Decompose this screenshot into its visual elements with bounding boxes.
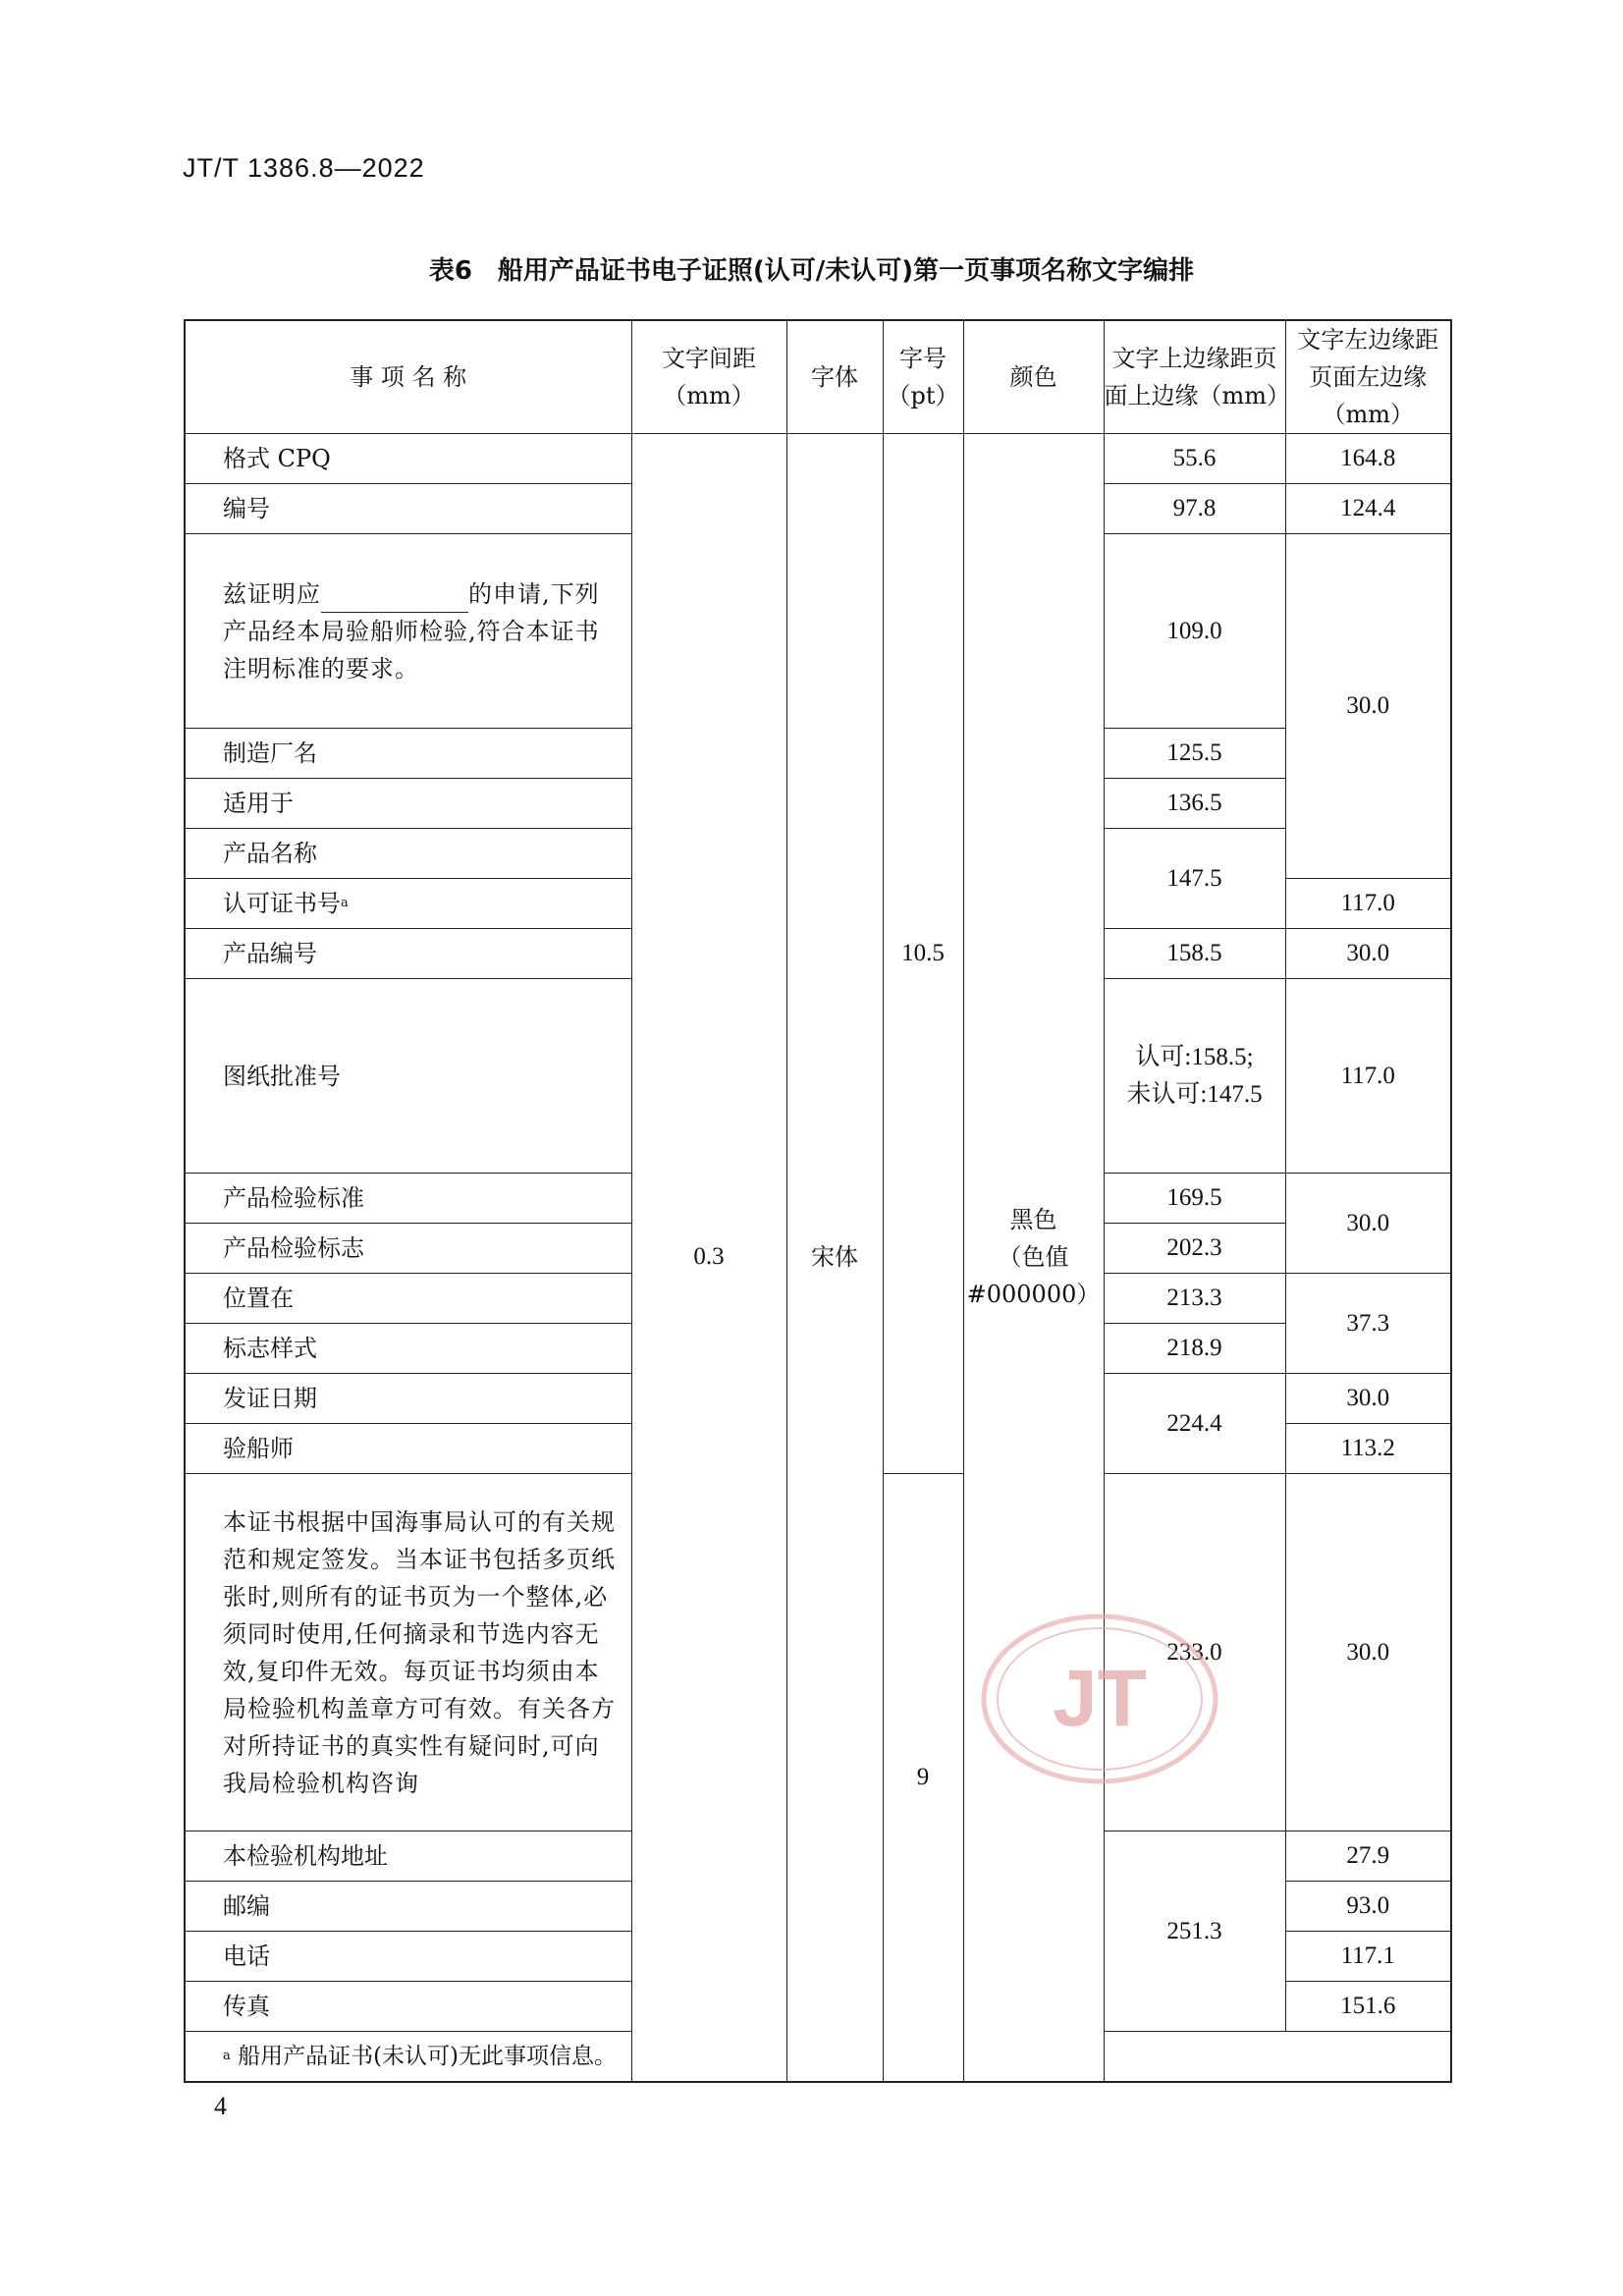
top-value: 109.0 bbox=[1104, 534, 1285, 729]
footnote-mark: a bbox=[341, 896, 349, 910]
item-name: 编号 bbox=[185, 484, 631, 534]
left-value: 151.6 bbox=[1285, 1982, 1451, 2032]
certify-text-a: 兹证明应 bbox=[223, 579, 321, 608]
top-value-line-1: 认可:158.5; bbox=[1135, 1043, 1254, 1070]
top-value: 158.5 bbox=[1104, 929, 1285, 979]
item-name: 发证日期 bbox=[185, 1374, 631, 1424]
header-font: 字体 bbox=[786, 320, 883, 434]
header-color: 颜色 bbox=[963, 320, 1104, 434]
left-value: 117.0 bbox=[1285, 979, 1451, 1174]
standard-code: JT/T 1386.8—2022 bbox=[183, 153, 425, 183]
size-value-b: 9 bbox=[883, 1474, 963, 2082]
color-line-2: （色值 bbox=[998, 1243, 1069, 1272]
top-value: 218.9 bbox=[1104, 1324, 1285, 1374]
top-value: 125.5 bbox=[1104, 729, 1285, 779]
left-value: 30.0 bbox=[1285, 1174, 1451, 1274]
left-value: 37.3 bbox=[1285, 1274, 1451, 1374]
top-value: 169.5 bbox=[1104, 1174, 1285, 1224]
top-value: 97.8 bbox=[1104, 484, 1285, 534]
left-value: 30.0 bbox=[1285, 1374, 1451, 1424]
top-value: 202.3 bbox=[1104, 1224, 1285, 1274]
top-value: 147.5 bbox=[1104, 829, 1285, 929]
table-row bbox=[185, 434, 1451, 484]
spec-table bbox=[184, 319, 1452, 2083]
footnote bbox=[185, 2032, 1451, 2082]
header-top: 文字上边缘距页面上边缘（mm） bbox=[1104, 320, 1285, 434]
item-name: 产品名称 bbox=[185, 829, 631, 879]
item-name: 位置在 bbox=[185, 1274, 631, 1324]
item-name: 产品检验标志 bbox=[185, 1224, 631, 1274]
footnote-text: 船用产品证书(未认可)无此事项信息。 bbox=[238, 2043, 618, 2069]
item-name: 本检验机构地址 bbox=[185, 1831, 631, 1882]
header-size: 字号（pt） bbox=[883, 320, 963, 434]
item-name: 电话 bbox=[185, 1932, 631, 1982]
top-value-line-2: 未认可:147.5 bbox=[1126, 1080, 1263, 1108]
left-value: 113.2 bbox=[1285, 1424, 1451, 1474]
left-value: 30.0 bbox=[1285, 534, 1451, 879]
header-item: 事 项 名 称 bbox=[185, 320, 631, 434]
spacing-value: 0.3 bbox=[631, 434, 786, 2082]
item-name: 格式 CPQ bbox=[185, 434, 631, 484]
header-left: 文字左边缘距页面左边缘（mm） bbox=[1285, 320, 1451, 434]
font-value: 宋体 bbox=[786, 434, 883, 2082]
certify-text-b: 的申请,下列产品经本局验船师检验,符合本证书注明标准的要求。 bbox=[223, 579, 600, 683]
top-value: 136.5 bbox=[1104, 779, 1285, 829]
item-name-certify bbox=[185, 534, 631, 729]
table-header-row bbox=[185, 320, 1451, 434]
top-value: 55.6 bbox=[1104, 434, 1285, 484]
item-name: 图纸批准号 bbox=[185, 979, 631, 1174]
table-caption: 表6 船用产品证书电子证照(认可/未认可)第一页事项名称文字编排 bbox=[428, 256, 1195, 286]
color-value bbox=[963, 434, 1104, 2082]
jt-watermark-stamp bbox=[977, 1611, 1222, 1787]
item-name bbox=[185, 879, 631, 929]
top-value: 251.3 bbox=[1104, 1831, 1285, 2032]
item-name: 传真 bbox=[185, 1982, 631, 2032]
top-value: 213.3 bbox=[1104, 1274, 1285, 1324]
left-value: 27.9 bbox=[1285, 1831, 1451, 1882]
left-value: 164.8 bbox=[1285, 434, 1451, 484]
left-value: 30.0 bbox=[1285, 929, 1451, 979]
left-value: 30.0 bbox=[1285, 1474, 1451, 1831]
top-value bbox=[1104, 979, 1285, 1174]
left-value: 93.0 bbox=[1285, 1882, 1451, 1932]
item-name: 邮编 bbox=[185, 1882, 631, 1932]
top-value: 233.0 bbox=[1104, 1474, 1285, 1831]
item-name-notice: 本证书根据中国海事局认可的有关规范和规定签发。当本证书包括多页纸张时,则所有的证书页为一个整体,必须同时使用,任何摘录和节选内容无效,复印件无效。每页证书均须由本局检验机构盖章方可有效。有关各方对所持证书的真实性有疑问时,可向我局检验机构咨询 bbox=[185, 1474, 631, 1831]
left-value: 117.1 bbox=[1285, 1932, 1451, 1982]
footnote-mark: a bbox=[223, 2048, 231, 2063]
color-line-3: #000000） bbox=[966, 1281, 1101, 1309]
size-value-a: 10.5 bbox=[883, 434, 963, 1474]
item-name: 产品检验标准 bbox=[185, 1174, 631, 1224]
fill-in-blank bbox=[321, 586, 468, 613]
page-number: 4 bbox=[214, 2092, 227, 2120]
item-name: 制造厂名 bbox=[185, 729, 631, 779]
left-value: 124.4 bbox=[1285, 484, 1451, 534]
header-spacing: 文字间距（mm） bbox=[631, 320, 786, 434]
color-line-1: 黑色 bbox=[1009, 1206, 1057, 1234]
left-value: 117.0 bbox=[1285, 879, 1451, 929]
stamp-text: JT bbox=[1053, 1654, 1147, 1743]
item-name: 标志样式 bbox=[185, 1324, 631, 1374]
item-name-text: 认可证书号 bbox=[223, 890, 341, 917]
item-name: 适用于 bbox=[185, 779, 631, 829]
footnote-row bbox=[185, 2032, 1451, 2082]
top-value: 224.4 bbox=[1104, 1374, 1285, 1474]
item-name: 产品编号 bbox=[185, 929, 631, 979]
item-name: 验船师 bbox=[185, 1424, 631, 1474]
